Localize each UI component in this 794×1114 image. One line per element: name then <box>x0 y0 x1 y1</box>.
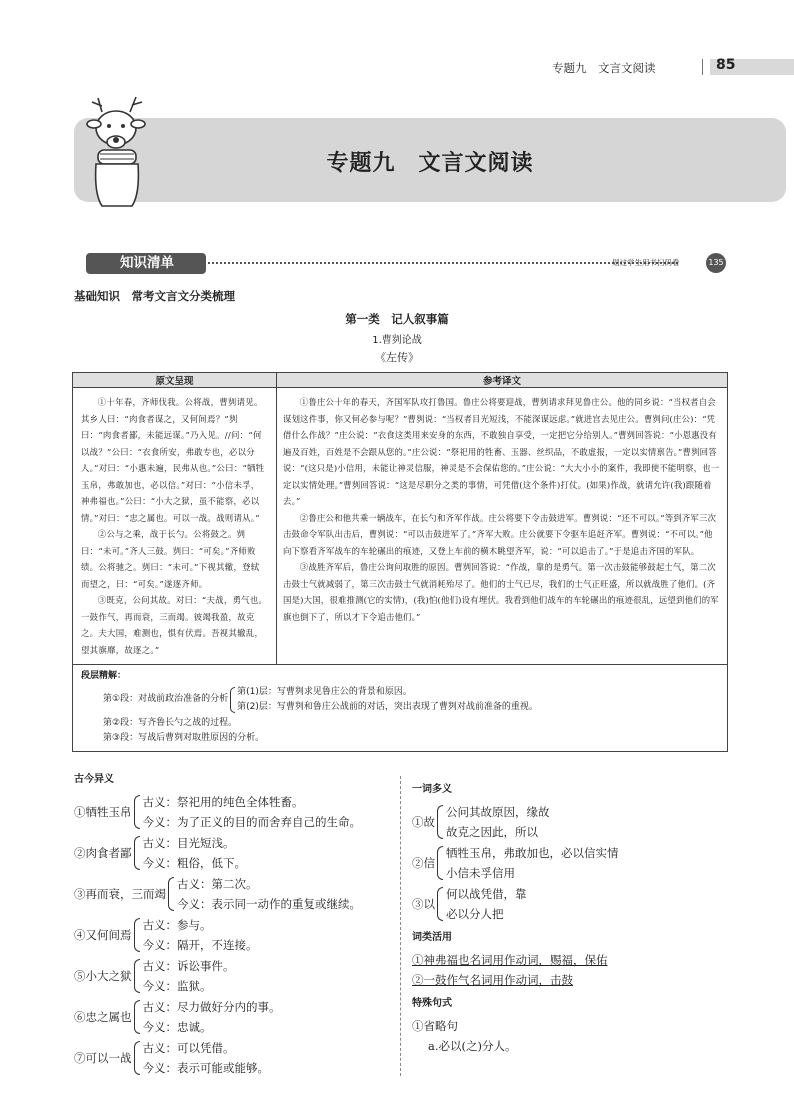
gujin-sense-a: 古义：参与。 <box>142 918 212 932</box>
page-number: 85 <box>716 57 736 73</box>
chapter-banner <box>74 118 786 202</box>
brace <box>168 877 174 911</box>
yici-item <box>412 802 732 842</box>
yici-sense-a: 何以战凭借，靠 <box>446 887 527 901</box>
structure-p1 <box>81 685 719 716</box>
category-title: 第一类 记人叙事篇 <box>345 312 449 326</box>
gujin-section <box>74 768 394 1079</box>
teshu-item: a.必以(之)分人。 <box>428 1039 517 1053</box>
brace <box>134 1000 140 1034</box>
running-header <box>0 56 794 78</box>
knowledge-bar <box>72 250 724 276</box>
gujin-term: ③再而衰，三而竭 <box>74 887 166 901</box>
col-original: 原文呈现 <box>73 373 277 388</box>
gujin-item <box>74 833 394 873</box>
structure-p1a: 第(1)层：写曹刿求见鲁庄公的背景和原因。 <box>237 686 412 697</box>
gujin-term: ⑤小大之狱 <box>74 969 132 983</box>
gujin-sense-a: 古义：目光短浅。 <box>142 836 235 850</box>
basic-heading: 基础知识 常考文言文分类梳理 <box>74 289 235 303</box>
scan-hint: 划过学生用书扫码看 <box>612 258 680 267</box>
gujin-term: ⑦可以一战 <box>74 1051 132 1065</box>
col-translation: 参考译文 <box>277 373 728 388</box>
dotted-rule <box>208 262 678 264</box>
brace <box>230 687 235 713</box>
gujin-sense-a: 古义：祭祀用的纯色全体牲畜。 <box>142 795 304 809</box>
gujin-sense-a: 古义：可以凭借。 <box>142 1041 235 1055</box>
yici-term: ①故 <box>412 815 435 829</box>
column-divider <box>400 776 401 1076</box>
text-table <box>72 372 728 752</box>
gujin-item <box>74 874 394 914</box>
gujin-item <box>74 956 394 996</box>
deer-mascot-icon <box>72 94 172 214</box>
header-divider <box>702 59 703 75</box>
chapter-title: 专题九 文言文阅读 <box>326 151 534 176</box>
gujin-item <box>74 792 394 832</box>
yici-sense-a: 公问其故原因，缘故 <box>446 805 550 819</box>
translation-text <box>277 388 728 665</box>
gujin-term: ②肉食者鄙 <box>74 846 132 860</box>
brace <box>437 805 443 839</box>
gujin-sense-a: 古义：诉讼事件。 <box>142 959 235 973</box>
structure-p1-label: 第①段：对战前政治准备的分析 <box>103 694 229 705</box>
gujin-term: ①牺牲玉帛 <box>74 805 132 819</box>
trans-para: ③战胜齐军后，鲁庄公询问取胜的原因。曹刿回答说：“作战，靠的是勇气。第一次击鼓能够鼓起士气，第二次击鼓士气就减弱了，第三次击鼓士气就消耗殆尽了。他们的士气已尽，我们的士气正旺盛，所以就战胜了他们。(齐国是)大国，很难推测(它的实情)，(我)怕(他们)设有埋伏。我看到他们战车的车轮碾出的痕迹很乱，远望到他们的军旗也倒下了，所以才下令追击他们。” <box>283 562 719 622</box>
yici-sense-a: 牺牲玉帛，弗敢加也，必以信实情 <box>446 846 619 860</box>
structure-analysis <box>73 665 728 752</box>
orig-para: ②公与之乘，战于长勺。公将鼓之。刿曰：“未可。”齐人三鼓。刿曰：“可矣。”齐师败绩。公将驰之。刿曰：“未可。”下视其辙，登轼而望之，曰：“可矣。”遂逐齐师。 <box>81 529 260 589</box>
cilei-item: ②一鼓作气名词用作动词，击鼓 <box>412 973 573 987</box>
trans-para: ②鲁庄公和他共乘一辆战车，在长勺和齐军作战。庄公将要下令击鼓进军。曹刿说：“还不可以。”等到齐军三次击鼓命令军队出击后，曹刿说：“可以击鼓进军了。”齐军大败。庄公就要下令驱车追赶齐军。曹刿说：“不可以。”他向下察看齐军战车的车轮碾出的痕迹，又登上车前的横木眺望齐军，说：“可以追击了。”于是追击齐国的军队。 <box>283 512 717 556</box>
lesson-source: 《左传》 <box>375 351 419 364</box>
scan-badge[interactable]: 135 <box>706 253 726 273</box>
gujin-sense-b: 今义：为了正义的目的而舍弃自己的生命。 <box>142 815 361 829</box>
right-column <box>412 778 732 1056</box>
cilei-heading: 词类活用 <box>412 932 452 943</box>
brace <box>134 959 140 993</box>
gujin-term: ④又何间焉 <box>74 928 132 942</box>
structure-p1b: 第(2)层：写曹刿和鲁庄公战前的对话，突出表现了曹刿对战前准备的重视。 <box>237 702 538 712</box>
gujin-sense-b: 今义：粗俗，低下。 <box>142 856 246 870</box>
gujin-sense-a: 古义：尽力做好分内的事。 <box>142 1000 281 1014</box>
gujin-item <box>74 997 394 1037</box>
original-text <box>73 388 277 665</box>
header-section: 专题九 文言文阅读 <box>552 61 656 75</box>
brace <box>437 887 443 921</box>
yici-heading: 一词多义 <box>412 784 452 795</box>
yici-sense-b: 故克之因此，所以 <box>446 825 538 839</box>
brace <box>134 918 140 952</box>
trans-para: ①鲁庄公十年的春天，齐国军队攻打鲁国。鲁庄公将要迎战，曹刿请求拜见鲁庄公。他的同乡说：“当权者自会谋划这件事，你又何必参与呢？”曹刿说：“当权者目光短浅，不能深谋远虑。”就进宫去见庄公。曹刿问(庄公)：“凭借什么作战？”庄公说：“衣食这类用来安身的东西，不敢独自享受，一定把它分给别人。”曹刿回答说：“小恩惠没有遍及百姓，百姓是不会跟从您的。”庄公说：“祭祀用的牲畜、玉器、丝织品，不敢虚报，一定以实情禀告。”曹刿回答说：“(这只是)小信用，未能让神灵信服，神灵是不会保佑您的。”庄公说：“大大小小的案件，我即使不能明察，也一定以实情处理。”曹刿回答说：“这是尽职分之类的事情，可凭借(这个条件)打仗。(如果)作战，就请允许(我)跟随着去。” <box>283 397 720 506</box>
cilei-item: ①神弗福也名词用作动词，赐福，保佑 <box>412 953 608 967</box>
structure-p2: 第②段：写齐鲁长勺之战的过程。 <box>103 717 238 728</box>
teshu-item: ①省略句 <box>412 1019 458 1033</box>
yici-term: ②信 <box>412 856 435 870</box>
brace <box>134 795 140 829</box>
yici-sense-b: 小信未孚信用 <box>446 866 515 880</box>
gujin-sense-b: 今义：忠诚。 <box>142 1020 212 1034</box>
teshu-heading: 特殊句式 <box>412 998 452 1009</box>
yici-item <box>412 843 732 883</box>
gujin-sense-b: 今义：表示可能或能够。 <box>142 1061 269 1075</box>
gujin-sense-b: 今义：隔开，不连接。 <box>142 938 258 952</box>
orig-para: ①十年春，齐师伐我。公将战，曹刿请见。其乡人曰：“肉食者谋之，又何间焉？”刿曰：“肉食者鄙，未能远谋。”乃入见。//问：“何以战？”公曰：“衣食所安，弗敢专也，必以分人。”对曰：“小惠未遍，民弗从也。”公曰：“牺牲玉帛，弗敢加也，必以信。”对曰：“小信未孚，神弗福也。”公曰：“小大之狱，虽不能察，必以情。”对曰：“忠之属也。可以一战。战则请从。” <box>81 397 265 523</box>
brace <box>134 836 140 870</box>
orig-para: ③既克，公问其故。对曰：“夫战，勇气也。一鼓作气，再而衰，三而竭。彼竭我盈，故克之。夫大国，难测也，惧有伏焉。吾视其辙乱，望其旗靡，故逐之。” <box>81 595 268 655</box>
gujin-item <box>74 915 394 955</box>
yici-term: ③以 <box>412 897 435 911</box>
gujin-item <box>74 1038 394 1078</box>
gujin-sense-b: 今义：监狱。 <box>142 979 212 993</box>
structure-p3: 第③段：写战后曹刿对取胜原因的分析。 <box>103 733 265 743</box>
brace <box>134 1041 140 1075</box>
knowledge-label: 知识清单 <box>86 253 206 274</box>
yici-item <box>412 884 732 924</box>
lesson-title: 1.曹刿论战 <box>372 335 422 346</box>
brace <box>437 846 443 880</box>
gujin-term: ⑥忠之属也 <box>74 1010 132 1024</box>
structure-heading: 段层精解： <box>81 671 127 681</box>
gujin-sense-a: 古义：第二次。 <box>177 877 258 891</box>
gujin-heading: 古今异义 <box>74 774 114 785</box>
yici-sense-b: 必以分人把 <box>446 907 504 921</box>
gujin-sense-b: 今义：表示同一动作的重复或继续。 <box>177 897 361 911</box>
